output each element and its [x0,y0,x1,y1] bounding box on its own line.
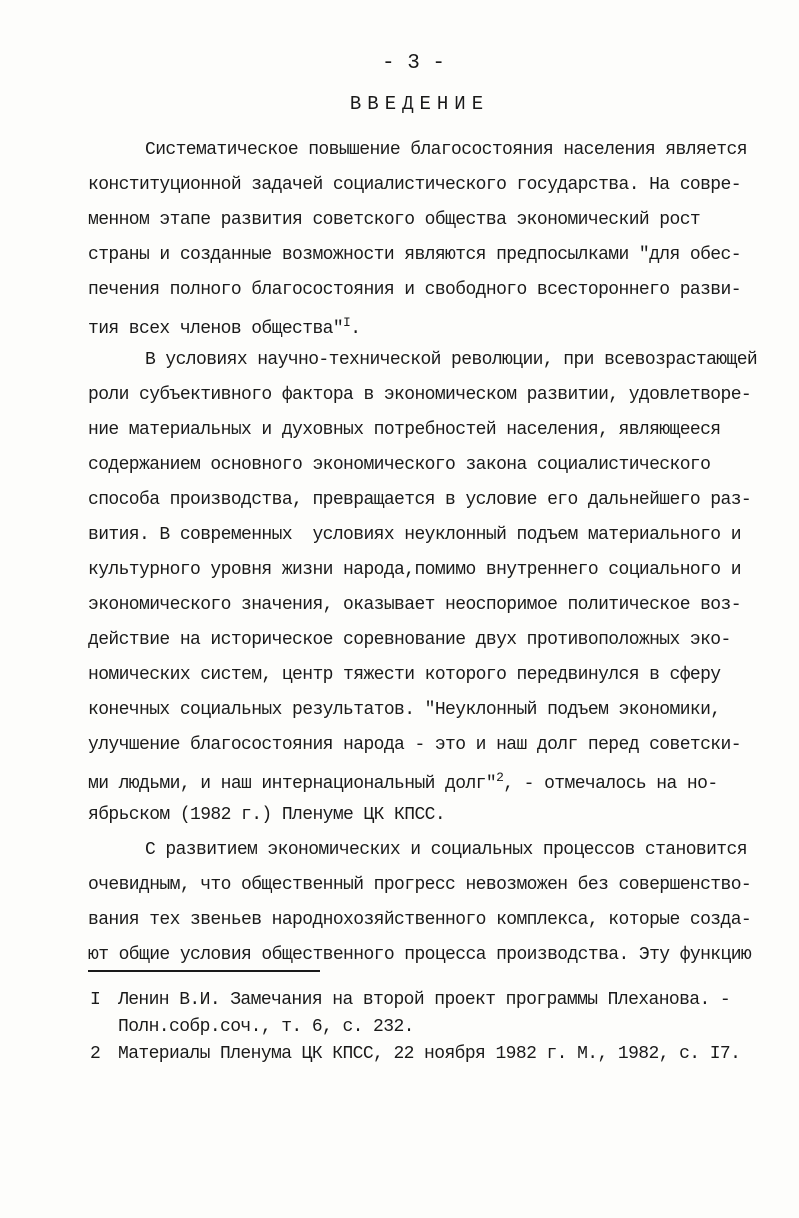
body-line: ябрьском (1982 г.) Пленуме ЦК КПСС. [88,805,446,825]
body-line-text: ми людьми, и наш интернациональный долг" [88,774,497,794]
body-line: В условиях научно-технической революции, при всевозрастающей [145,350,758,370]
footnote-2-number: 2 [90,1044,101,1064]
sentence-end: . [350,319,361,339]
body-line-text: тия всех членов общества" [88,319,344,339]
body-line: менном этапе развития советского общества экономический рост [88,210,701,230]
body-line: вития. В современных условиях неуклонный подъем материального и [88,525,741,545]
body-line: содержанием основного экономического закона социалистического [88,455,711,475]
footnote-ref-1: I [343,315,351,330]
footnote-1-line: Полн.собр.соч., т. 6, с. 232. [118,1017,414,1037]
body-line: Систематическое повышение благосостояния населения является [145,140,747,160]
body-line: ние материальных и духовных потребностей населения, являющееся [88,420,721,440]
body-line: конституционной задачей социалистического государства. На совре- [88,175,741,195]
footnote-ref-2: 2 [496,770,504,785]
body-line: ют общие условия общественного процесса производства. Эту функцию [88,945,752,965]
body-line: действие на историческое соревнование двух противоположных эко- [88,630,731,650]
body-line: печения полного благосостояния и свободного всестороннего разви- [88,280,741,300]
body-line-with-footnote [88,770,718,794]
footnote-separator [88,970,320,972]
body-line-with-footnote [88,315,360,339]
body-line: культурного уровня жизни народа,помимо внутреннего социального и [88,560,741,580]
body-line: способа производства, превращается в условие его дальнейшего раз- [88,490,752,510]
body-line: экономического значения, оказывает неоспоримое политическое воз- [88,595,741,615]
page-title: ВВЕДЕНИЕ [349,93,490,115]
body-line: страны и созданные возможности являются предпосылками "для обес- [88,245,741,265]
body-line: улучшение благосостояния народа - это и наш долг перед советски- [88,735,741,755]
body-line: вания тех звеньев народнохозяйственного комплекса, которые созда- [88,910,752,930]
footnote-1-line: Ленин В.И. Замечания на второй проект программы Плеханова. - [118,990,731,1010]
body-line: роли субъективного фактора в экономическом развитии, удовлетворе- [88,385,752,405]
body-line: конечных социальных результатов. "Неуклонный подъем экономики, [88,700,721,720]
footnote-1-number: I [90,990,101,1010]
page-number: - 3 - [381,52,445,75]
body-line: С развитием экономических и социальных процессов становится [145,840,747,860]
body-line: очевидным, что общественный прогресс невозможен без совершенство- [88,875,752,895]
footnote-2-line: Материалы Пленума ЦК КПСС, 22 ноября 1982 г. М., 1982, с. I7. [118,1044,741,1064]
body-line-text: , - отмечалось на но- [503,774,718,794]
body-line: номических систем, центр тяжести которого передвинулся в сферу [88,665,721,685]
